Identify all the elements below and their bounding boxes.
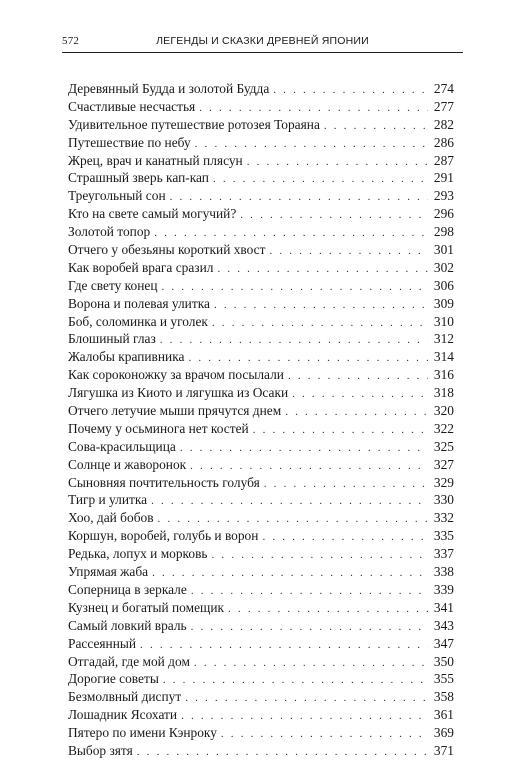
toc-entry [68,313,454,331]
toc-entry-title: Солнце и жаворонок [68,456,187,472]
toc-entry [68,259,454,277]
toc-entry-page: 325 [433,438,454,454]
toc-leader-dots [253,422,428,438]
toc-leader-dots [180,440,428,456]
toc-leader-dots [151,493,428,509]
toc-entry-page: 282 [433,116,454,132]
page-number: 572 [62,35,80,47]
toc-leader-dots [191,583,428,599]
toc-entry-title: Упрямая жаба [68,564,149,580]
toc-leader-dots [188,350,428,366]
toc-leader-dots [212,547,428,563]
toc-leader-dots [170,189,428,205]
toc-leader-dots [264,476,428,492]
toc-entry [68,366,454,384]
toc-entry-page: 316 [433,367,454,383]
toc-entry-page: 337 [433,546,454,562]
toc-entry-title: Лошадник Ясохати [68,707,178,723]
toc-leader-dots [269,243,428,259]
toc-entry [68,384,454,402]
toc-entry-title: Выбор зятя [68,742,133,758]
toc-entry [68,545,454,563]
toc-leader-dots [154,225,428,241]
toc-entry-title: Блошиный глаз [68,331,156,347]
toc-entry [68,295,454,313]
toc-entry [68,563,454,581]
toc-leader-dots [163,672,428,688]
toc-entry-page: 327 [433,456,454,472]
toc-entry-title: Треугольный сон [68,188,166,204]
toc-entry-title: Пятеро по имени Кэнроку [68,725,217,741]
toc-entry-title: Золотой топор [68,224,151,240]
toc-entry-page: 343 [433,617,454,633]
toc-entry-page: 350 [433,653,454,669]
toc-entry [68,330,454,348]
toc-entry [68,116,454,134]
toc-entry-page: 355 [433,671,454,687]
toc-entry-title: Самый ловкий враль [68,617,187,633]
toc-entry-page: 341 [433,599,454,615]
toc-entry-page: 335 [433,528,454,544]
toc-entry-title: Боб, соломинка и уголек [68,313,208,329]
toc-entry [68,456,454,474]
toc-entry-page: 274 [433,81,454,96]
toc-entry-title: Сыновняя почтительность голубя [68,474,260,490]
toc-entry-page: 369 [433,725,454,741]
toc-entry-page: 332 [433,510,454,526]
toc-entry-page: 320 [433,403,454,419]
toc-leader-dots [273,82,428,98]
toc-entry-title: Где свету конец [68,277,158,293]
toc-entry [68,688,454,706]
toc-entry [68,348,454,366]
toc-leader-dots [161,279,428,295]
toc-entry [68,599,454,617]
toc-leader-dots [195,136,428,152]
toc-leader-dots [194,655,428,671]
toc-entry-page: 318 [433,385,454,401]
toc-entry-page: 339 [433,581,454,597]
toc-entry [68,80,454,98]
toc-entry-page: 358 [433,689,454,705]
toc-entry [68,635,454,653]
toc-entry-title: Безмолвный диспут [68,689,182,705]
toc-entry-page: 329 [433,474,454,490]
toc-leader-dots [185,690,428,706]
toc-entry [68,617,454,635]
toc-entry [68,277,454,295]
toc-entry-title: Коршун, воробей, голубь и ворон [68,528,259,544]
toc-entry-title: Сова-красильщица [68,438,176,454]
toc-leader-dots [217,261,428,277]
toc-leader-dots [158,511,428,527]
toc-leader-dots [247,154,428,170]
running-title: ЛЕГЕНДЫ И СКАЗКИ ДРЕВНЕЙ ЯПОНИИ [156,35,369,47]
toc-entry [68,402,454,420]
toc-entry [68,420,454,438]
toc-leader-dots [190,458,428,474]
toc-entry [68,653,454,671]
toc-leader-dots [240,207,428,223]
toc-leader-dots [228,601,428,617]
toc-entry-title: Путешествие по небу [68,134,191,150]
toc-leader-dots [213,171,428,187]
toc-entry [68,527,454,545]
toc-entry-page: 322 [433,420,454,436]
toc-entry-page: 302 [433,259,454,275]
toc-entry-title: Отчего у обезьяны короткий хвост [68,242,266,258]
toc-entry-page: 347 [433,635,454,651]
toc-entry [68,706,454,724]
toc-entry-page: 309 [433,295,454,311]
toc-entry-title: Соперница в зеркале [68,581,187,597]
toc-entry-page: 301 [433,242,454,258]
toc-entry-title: Ворона и полевая улитка [68,295,210,311]
toc-entry-page: 314 [433,349,454,365]
toc-leader-dots [140,637,428,653]
toc-entry-title: Удивительное путешествие ротозея Тораяна [68,116,320,132]
toc-leader-dots [288,368,428,384]
toc-entry [68,241,454,259]
toc-leader-dots [137,744,428,760]
toc-entry [68,187,454,205]
toc-leader-dots [160,332,428,348]
toc-leader-dots [214,297,428,313]
toc-entry-page: 286 [433,134,454,150]
toc-entry [68,223,454,241]
toc-leader-dots [181,708,428,724]
toc-leader-dots [292,386,428,402]
toc-entry-page: 277 [433,98,454,114]
toc-entry-title: Хоо, дай бобов [68,510,154,526]
toc-entry-page: 296 [433,206,454,222]
toc-entry-title: Отгадай, где мой дом [68,653,190,669]
toc-leader-dots [152,565,428,581]
toc-entry [68,581,454,599]
toc-entry-page: 338 [433,564,454,580]
page-header [62,34,463,53]
toc-entry [68,205,454,223]
toc-entry-title: Тигр и улитка [68,492,148,508]
toc-entry [68,724,454,742]
toc-entry-title: Отчего летучие мыши прячутся днем [68,403,282,419]
toc-entry-page: 330 [433,492,454,508]
toc-leader-dots [285,404,428,420]
toc-entry [68,438,454,456]
toc-entry [68,134,454,152]
toc-leader-dots [324,118,428,134]
toc-entry [68,670,454,688]
toc-entry-title: Рассеянный [68,635,137,651]
toc-entry-title: Деревянный Будда и золотой Будда [68,81,270,96]
toc-entry-title: Счастливые несчастья [68,98,196,114]
toc-entry-page: 361 [433,707,454,723]
toc-entry-page: 371 [433,742,454,758]
toc-entry [68,509,454,527]
toc-entry-title: Как воробей врага сразил [68,259,214,275]
toc-entry-title: Лягушка из Киото и лягушка из Осаки [68,385,289,401]
toc-entry-page: 310 [433,313,454,329]
toc-leader-dots [212,315,428,331]
toc-entry-title: Жрец, врач и канатный плясун [68,152,243,168]
toc-entry-page: 306 [433,277,454,293]
toc-entry-title: Кто на свете самый могучий? [68,206,237,222]
toc-entry-title: Как сороконожку за врачом посылали [68,367,284,383]
toc-entry-page: 298 [433,224,454,240]
toc-entry-title: Страшный зверь кап-кап [68,170,209,186]
toc-leader-dots [262,529,428,545]
toc-entry-title: Почему у осьминога нет костей [68,420,249,436]
toc-entry [68,169,454,187]
toc-entry-title: Жалобы крапивника [68,349,185,365]
toc-entry-title: Редька, лопух и морковь [68,546,208,562]
toc-entry [68,98,454,116]
toc-entry [68,474,454,492]
toc-entry-title: Дорогие советы [68,671,159,687]
toc-leader-dots [191,619,428,635]
toc-entry-page: 287 [433,152,454,168]
toc-leader-dots [199,100,428,116]
toc-entry-page: 291 [433,170,454,186]
toc-entry-page: 312 [433,331,454,347]
toc-entry-title: Кузнец и богатый помещик [68,599,225,615]
toc-leader-dots [221,726,428,742]
toc-entry [68,152,454,170]
toc-entry [68,491,454,509]
table-of-contents [68,80,454,760]
toc-entry-page: 293 [433,188,454,204]
